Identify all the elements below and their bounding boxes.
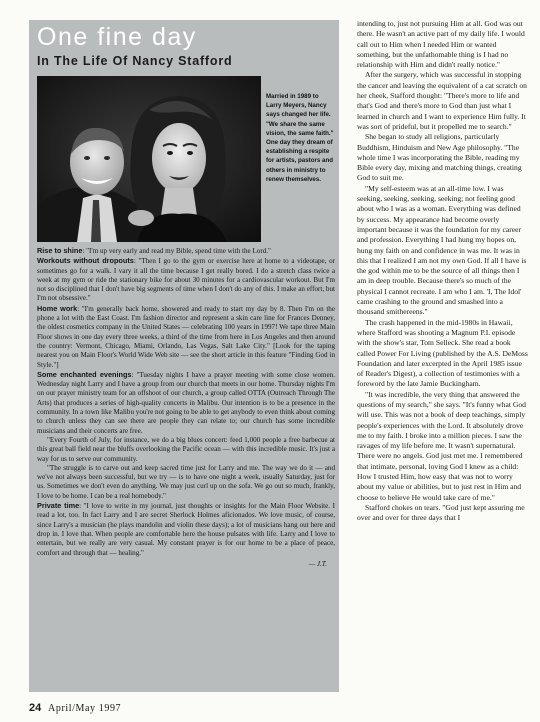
couple-photo-image <box>37 76 261 242</box>
section-text: "The struggle is to carve out and keep sacred time just for Larry and me. The way we do it — and we've not always been successful, but we try — is to have one night a week, usually Saturday, just for us. Sometimes we don't even do anything. We may just curl up on the sofa. We go out so much, frankly, I love to be home. I can be a real homebody." <box>37 463 335 500</box>
section-text: : "I'm up very early and read my Bible, spend time with the Lord." <box>82 247 271 255</box>
couple-photo <box>37 76 261 242</box>
sidebar-paragraph <box>37 256 335 303</box>
sidebar-title: One fine day <box>37 23 197 51</box>
sidebar-paragraph <box>37 304 335 370</box>
sidebar-subtitle: In The Life Of Nancy Stafford <box>37 54 233 68</box>
article-paragraph: "My self-esteem was at an all-time low. I was seeking, seeking, seeking, seeking; not feeling good about who I was as a woman. Everything was defined by success. My appearance had become overly important because it was the foundation for my career and profession. Everything I had hung my hopes on, hung my faith on and confidence in was me. It was in this that I realized I am not my own God. If all I have is the god within me to be the source of all things then I am in deep trouble. Because there's so much of the physical I cannot recreate. I am who I am. 'I, The Idol' came crashing to the ground and smashed into a thousand smithereens." <box>357 183 527 317</box>
sidebar-body <box>37 246 335 569</box>
sidebar-box <box>29 20 339 692</box>
article-paragraph: Stafford chokes on tears. "God just kept assuring me over and over for three days that I <box>357 502 525 523</box>
issue-date: April/May 1997 <box>48 703 122 714</box>
photo-caption: Married in 1989 to Larry Meyers, Nancy says changed her life. "We share the same vision, the same faith." One day they dream of establishing a respite for artists, pastors and others in ministry to renew themselves. <box>266 93 334 183</box>
article-paragraph: After the surgery, which was successful in stopping the cancer and leaving the equivalent of a cat scratch on her cheek, Stafford thought: "There's more to life and that's God and there's more to God than just what I learned in church and I want to experience Him fully. It was sort of prideful, but it propelled me to search." <box>357 70 527 131</box>
section-heading: Private time <box>37 501 80 511</box>
page-number: 24 <box>29 702 42 714</box>
section-text: : "I'm generally back home, showered and ready to start my day by 8. Then I'm on the phone a lot with the East Coast. I'm fashion director and represent a skin care line for Frances Denney, the oldest cosmetics company in the United States — celebrating 100 years in 1997! We tape three Main Floor shows in one day every three weeks, a third of the time from here in Los Angeles and then around the country: Vermont, Chicago, Miami, Orlando, Las Vegas, Salt Lake City." [Look for the taping nearest you on Main Floor's World Wide Web site — see the short article in this feature "Finding God in Style."] <box>37 304 336 369</box>
article-column <box>357 19 529 524</box>
section-text: : "Tuesday nights I have a prayer meeting with some close women. Wednesday night Larry and I have a group from our church that meets in our home. Thursday nights I'm on our prayer ministry team for an offshoot of our church, a group called OTTA (Outreach Through The Arts) that produces a series of high-quality concerts in Malibu. Our intention is to be a presence in the community. In a town like Malibu you're not going to be able to get anybody to even think about coming to church unless they can see there are people they can relate to; our church has some incredible musicians and their concerts are free. <box>37 370 335 435</box>
section-heading: Workouts without dropouts <box>37 256 134 266</box>
section-heading: Rise to shine <box>37 246 83 255</box>
article-paragraph: The crash happened in the mid-1980s in Hawaii, where Stafford was shooting a Magnum P.I. episode with the show's star, Tom Selleck. She read a book called Power For Living (published by the A.S. DeMoss Foundation and later excerpted in the April 1985 issue of Reader's Digest), a collection of testimonies with a foreword by the late Jamie Buckingham. <box>357 317 528 389</box>
sidebar-paragraph <box>37 370 335 436</box>
sidebar-paragraph <box>37 246 335 256</box>
section-heading: Some enchanted evenings <box>37 369 132 379</box>
article-paragraph: intending to, just not pursuing Him at all. God was out there. He wasn't an active part of my daily life. I would call out to Him when I needed Him or wanted something, but the unfathomable thing is I had no relationship with Him and didn't really notice." <box>357 19 525 70</box>
section-text: "Every Fourth of July, for instance, we do a big blues concert: feed 1,000 people a free barbecue at this great ball field near the bluffs overlooking the Pacific ocean — with this incredible music. It's just a way for us to serve our community. <box>37 435 335 463</box>
article-paragraph: "It was incredible, the very thing that answered the questions of my search," she says. "It's funny what God will use. This was not a book of deep teachings, simply people's experiences with the Lord. It absolutely drove me to my faith. I broke into a million pieces. I saw the ravages of my life before me. It wasn't supernatural. There were no angels. God just met me. I remembered that intimate, personal, loving God I knew as a child: How I trusted Him, how easy that was not to worry about my value or abilities, but to just rest in Him and choose to believe He would take care of me." <box>357 389 526 502</box>
article-paragraph: She began to study all religions, particularly Buddhism, Hinduism and New Age philosophy. "The whole time I was incorporating the Bible, reading my Bible every day, mixing and matching things, creating God to suit me. <box>357 132 522 183</box>
author-initials: — J.T. <box>308 559 327 568</box>
sidebar-paragraph <box>37 464 335 501</box>
section-text: : "Then I go to the gym or exercise here at home to a videotape, or sometimes go for a walk. I vary it all the time because I get really bored. I do a stretch class twice a week at my gym or ride the stationary bike for about 30 minutes for a cardiovascular workout. But I'm not so disciplined that I don't have big segments of time when I don't do any of this. I make an effort, but I'm not obsessive." <box>37 257 336 303</box>
section-text: : "I love to write in my journal, just thoughts or insights for the Main Floor Website. I read a lot, too. In fact Larry and I are secret Sherlock Holmes aficionados. We love music, of course, since Larry's a musician (he plays mandolin and violin these days); a lot of musicians hang out here and drop in. I love that. When people are comfortable here the house pulsates with life. Larry and I love to entertain, but we really are very casual. My constant prayer is for our home to be a place of peace, comfort and through that — healing." <box>37 502 335 557</box>
page-footer <box>29 702 121 714</box>
section-heading: Home work <box>37 303 78 313</box>
sidebar-paragraph <box>37 501 335 558</box>
sidebar-paragraph <box>37 436 335 464</box>
